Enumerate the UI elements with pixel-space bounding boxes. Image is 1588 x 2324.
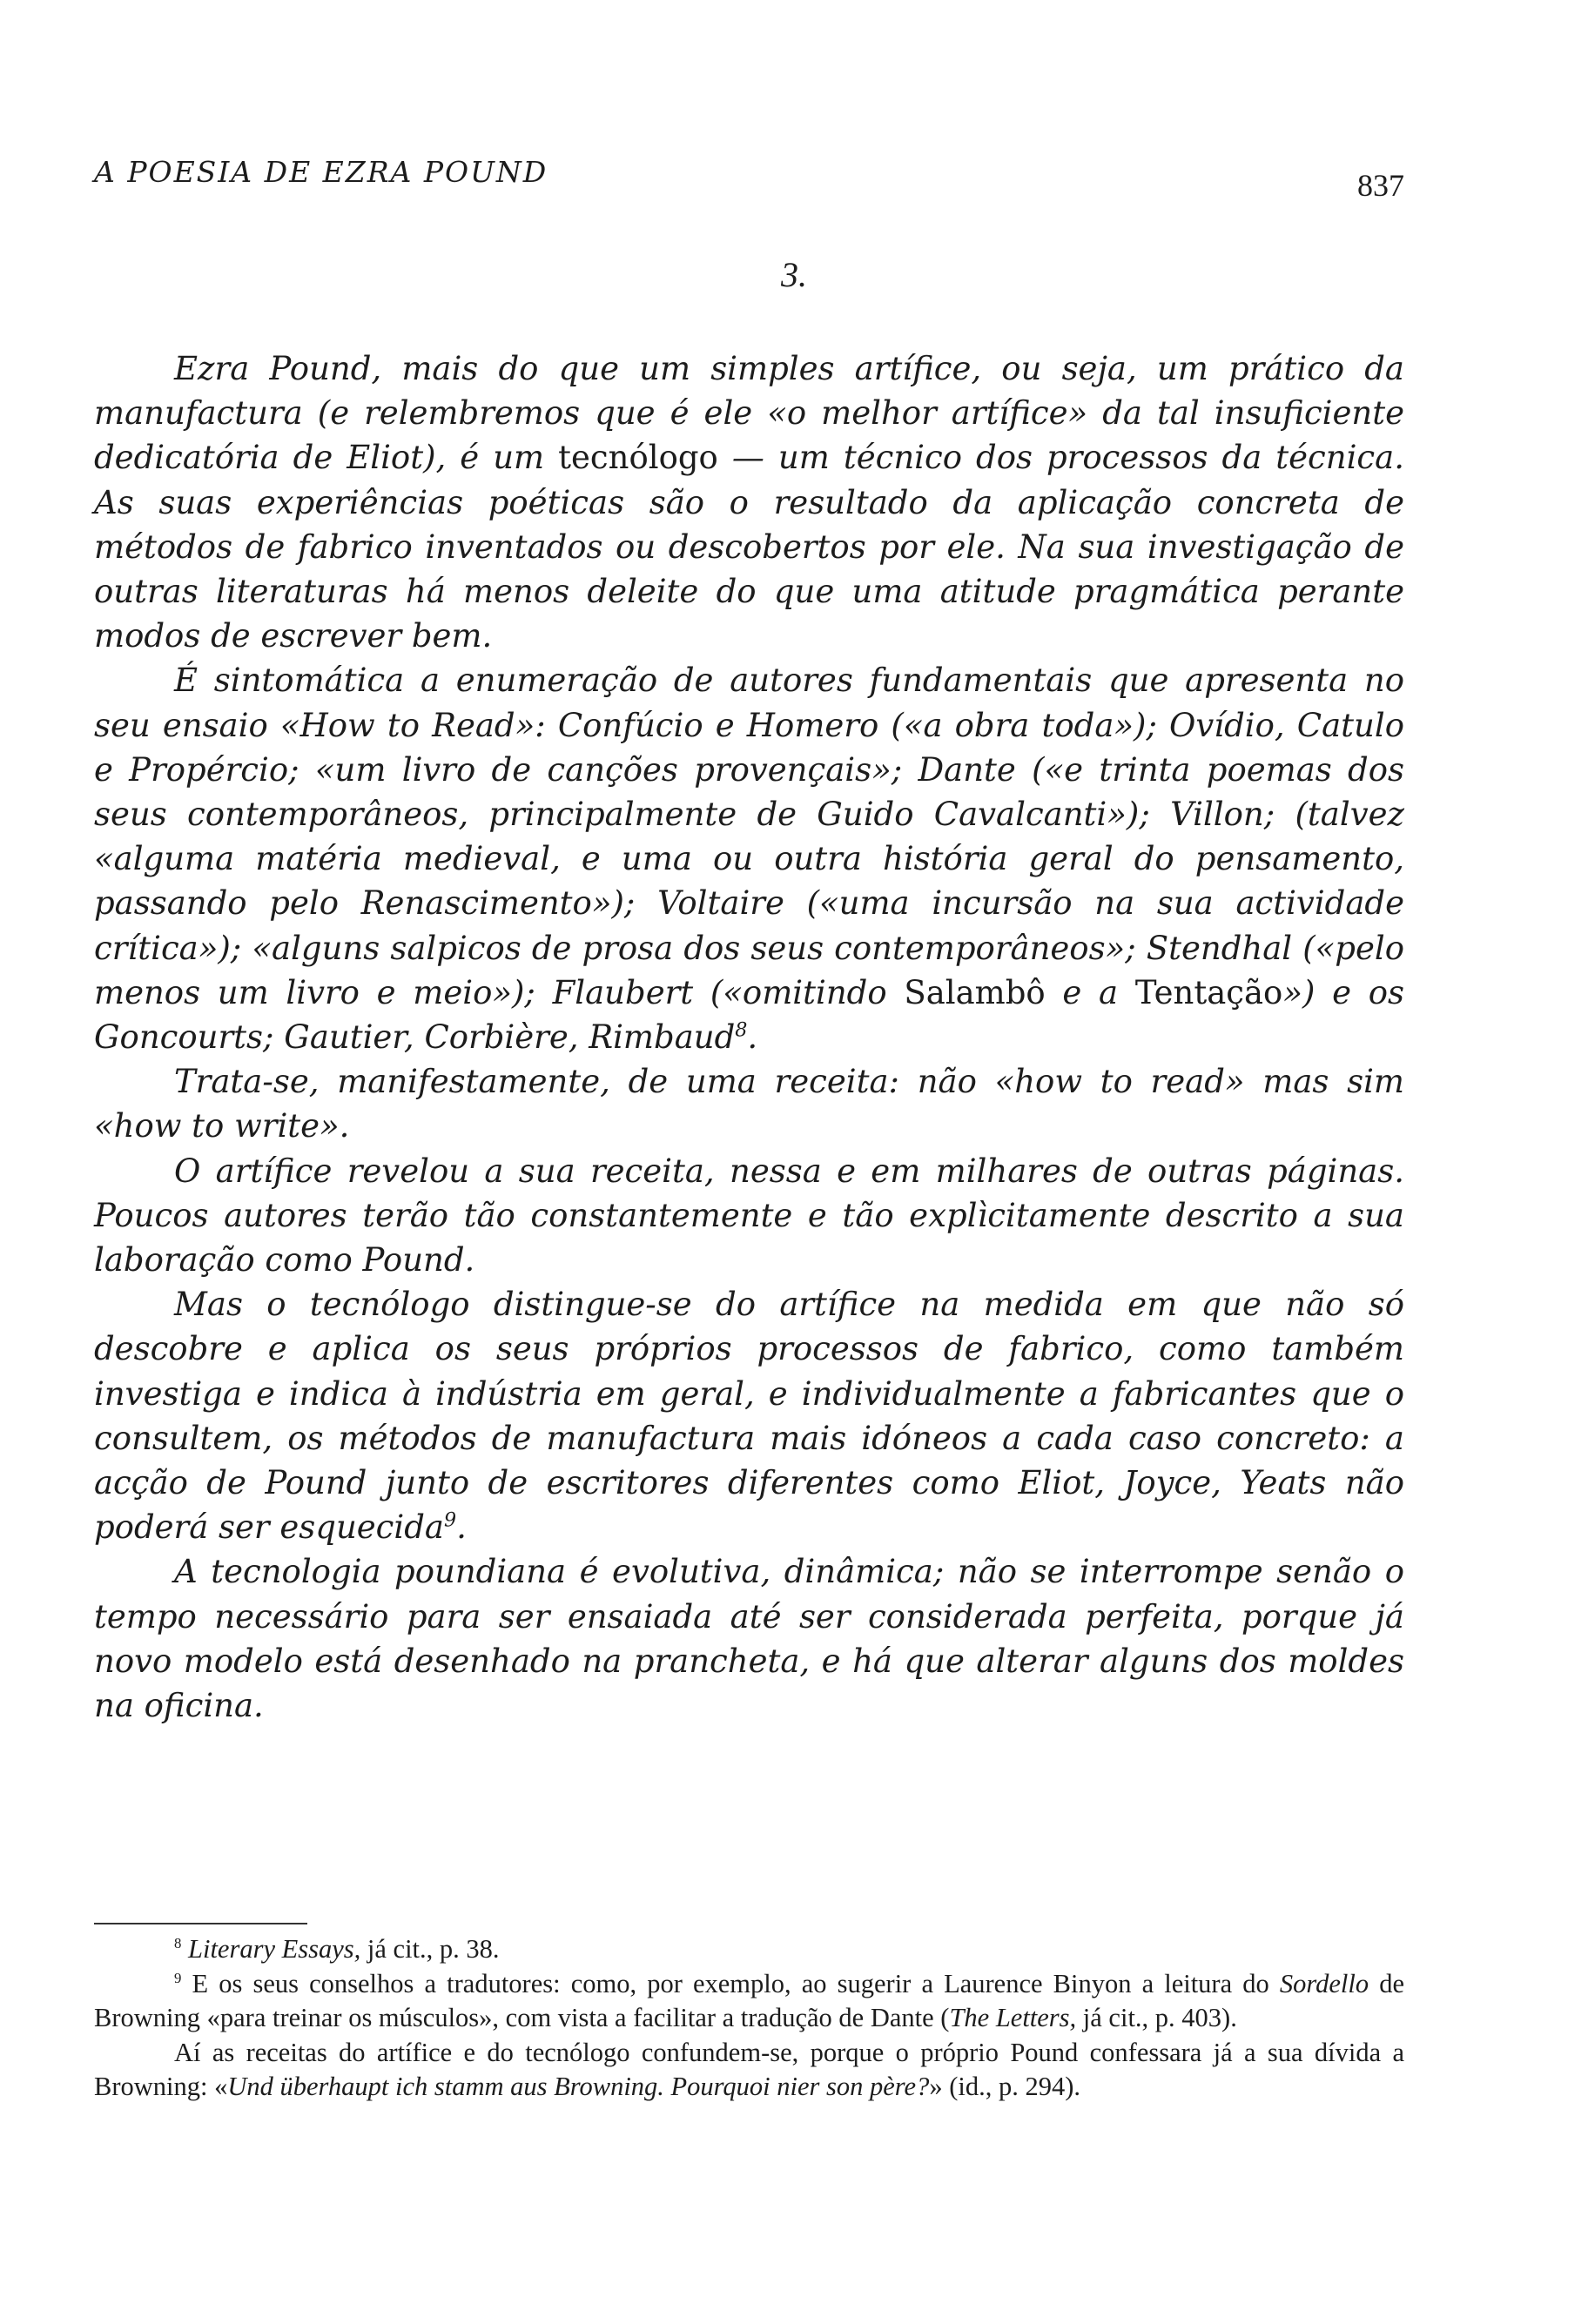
paragraph-1-upright-term: tecnólogo [558, 439, 718, 477]
footnote-9-text-b: de Browning «para treinar os músculos», com vista a facilitar a tradução de Dante ( [94, 1968, 1404, 2032]
footnote-9-continuation-text: Aí as receitas do artífice e do tecnólogo confundem-se, porque o próprio Pound confessara já a sua dívida a Browning: « [94, 2037, 1404, 2101]
footnote-9-title-sordello: Sordello [1279, 1968, 1369, 1998]
paragraph-5-text: Mas o tecnólogo distingue-se do artífice na medida em que não só descobre e aplica os seus próprios processos de fabrico, como também investiga e indica à indústria em geral, e individualmente a fabricantes que o consultem, os métodos de manufactura mais idóneos a cada caso concreto: a acção de Pound junto de escritores diferentes como Eliot, Joyce, Yeats não poderá ser esquecida [94, 1286, 1404, 1547]
running-title: A POESIA DE EZRA POUND [94, 155, 548, 189]
footnote-9-title-letters: The Letters, [949, 2003, 1077, 2032]
footnote-ref-8[interactable]: 8 [735, 1018, 748, 1042]
footnote-8-title: Literary Essays, [188, 1934, 361, 1964]
paragraph-5 [94, 1282, 1404, 1549]
paragraph-1-text-end: — um técnico dos processos da técnica. As suas experiências poéticas são o resultado da aplicação concreta de métodos de fabrico inventados ou descobertos por ele. Na sua investigação de outras literaturas há menos deleite do que uma atitude pragmática perante modos de escrever bem. [94, 439, 1404, 655]
paragraph-2-period: . [747, 1018, 758, 1057]
footnote-9-quote: Und überhaupt ich stamm aus Browning. Pourquoi nier son père? [227, 2072, 930, 2101]
section-number: 3. [781, 255, 807, 294]
footnote-9-continuation-end: » (id., p. 294). [929, 2072, 1081, 2101]
paragraph-1 [94, 346, 1404, 658]
running-header [94, 155, 1404, 207]
footnote-9 [94, 1967, 1404, 2036]
footnote-divider [94, 1923, 307, 1924]
body-text [94, 346, 1404, 1728]
footnote-9-marker: 9 [174, 1969, 182, 1986]
paragraph-3: Trata-se, manifestamente, de uma receita: não «how to read» mas sim «how to write». [94, 1063, 1404, 1145]
paragraph-1-text: Ezra Pound, mais do que um simples artífice, ou seja, um prático da manufactura (e relembremos que é ele «o melhor artífice» da tal insuficiente dedicatória de Eliot), é um [94, 350, 1404, 477]
footnote-9-text-c: já cit., p. 403). [1076, 2003, 1237, 2032]
footnote-8-marker: 8 [174, 1934, 182, 1951]
paragraph-2-title-tentacao: Tentação [1134, 973, 1283, 1011]
footnote-9-continuation [94, 2036, 1404, 2105]
paragraph-2-text-end: ») e os Goncourts; Gautier, Corbière, Rimbaud [94, 973, 1405, 1057]
footnotes [94, 1932, 1404, 2105]
footnote-ref-9[interactable]: 9 [443, 1508, 457, 1532]
page-number: 837 [1357, 168, 1404, 203]
footnote-9-text-a: E os seus conselhos a tradutores: como, por exemplo, ao sugerir a Laurence Binyon a leitura do [181, 1968, 1280, 1998]
paragraph-4: O artífice revelou a sua receita, nessa e em milhares de outras páginas. Poucos autores terão tão constantemente e tão explìcitamente descrito a sua laboração como Pound. [94, 1152, 1404, 1280]
footnote-8-text: já cit., p. 38. [360, 1934, 500, 1964]
paragraph-5-period: . [456, 1508, 467, 1547]
footnote-8 [94, 1932, 1404, 1967]
paragraph-6: A tecnologia poundiana é evolutiva, dinâmica; não se interrompe senão o tempo necessário para ser ensaiada até ser considerada perfeita, porque já novo modelo está desenhado na prancheta, e há que alterar alguns dos moldes na oficina. [94, 1553, 1404, 1725]
paragraph-2 [94, 658, 1404, 1059]
paragraph-2-text-mid: e a [1045, 973, 1135, 1011]
paragraph-2-text: É sintomática a enumeração de autores fundamentais que apresenta no seu ensaio «How to Read»: Confúcio e Homero («a obra toda»); Ovídio, Catulo e Propércio; «um livro de canções provençais»; Dante («e trinta poemas dos seus contemporâneos, principalmente de Guido Cavalcanti»); Villon; (talvez «alguma matéria medieval, e uma ou outra história geral do pensamento, passando pelo Renascimento»); Voltaire («uma incursão na sua actividade crítica»); «alguns salpicos de prosa dos seus contemporâneos»; Stendhal («pelo menos um livro e meio»); Flaubert («omitindo [94, 662, 1404, 1011]
paragraph-2-title-salambo: Salambô [904, 973, 1046, 1011]
